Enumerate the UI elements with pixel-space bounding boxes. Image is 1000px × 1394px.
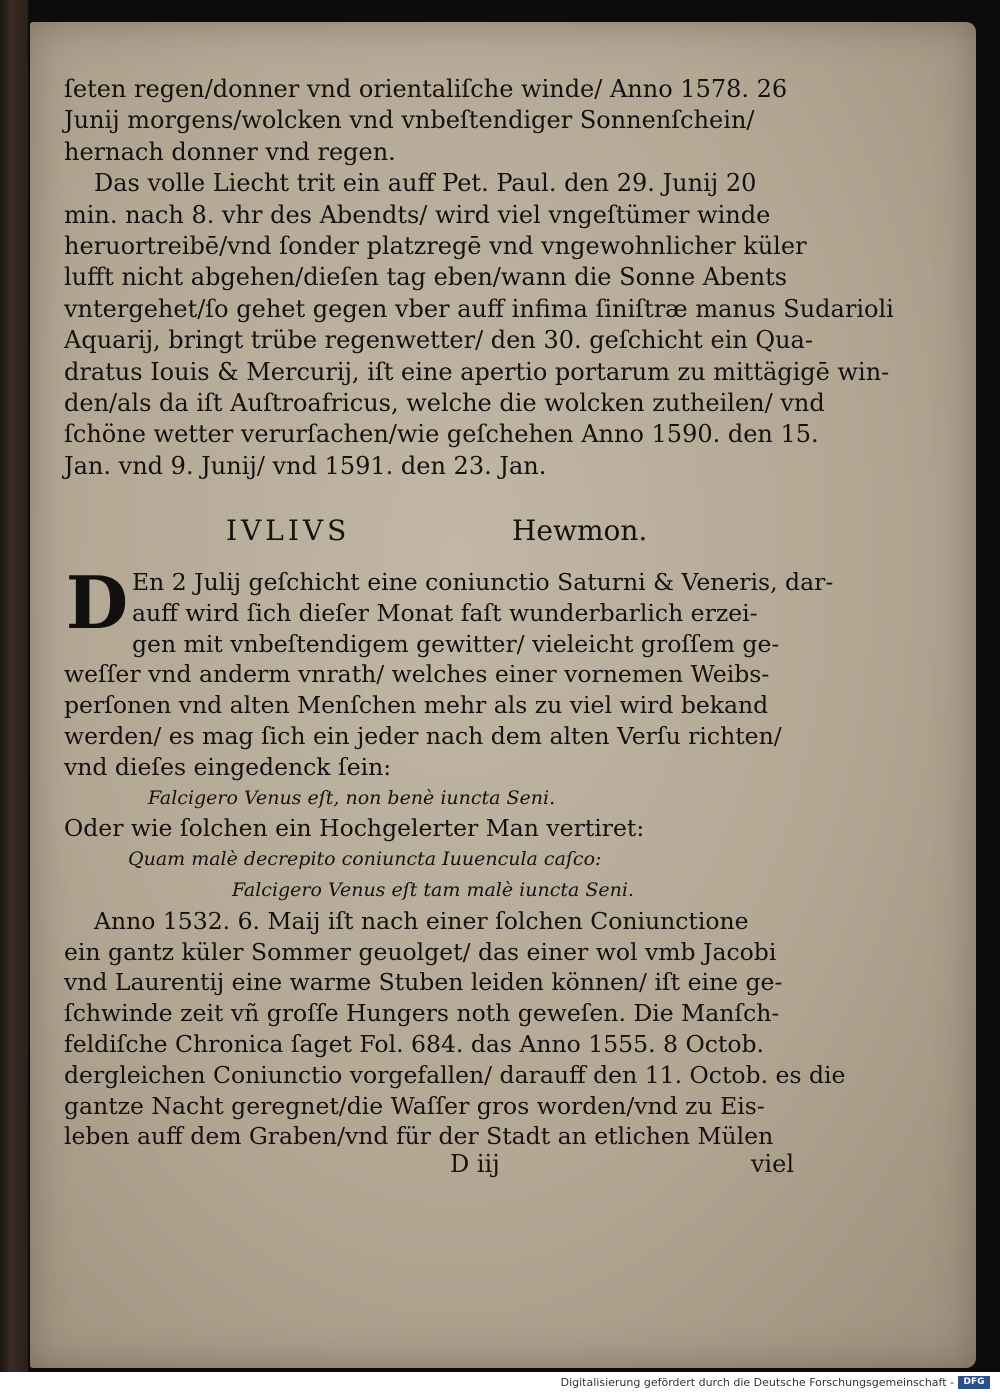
- text-line: feldiſche Chronica ſaget Fol. 684. das Anno 1555. 8 Octob.: [64, 1029, 764, 1058]
- funding-bar: [0, 1372, 1000, 1394]
- verse-line: Quam malè decrepito coniuncta Iuuencula caſco:: [128, 848, 602, 871]
- text-line: ſchöne wetter verurſachen/wie geſchehen Anno 1590. den 15.: [64, 420, 819, 449]
- drop-cap-initial: D: [65, 560, 129, 645]
- text-line: ein gantz küler Sommer geuolget/ das einer wol vmb Jacobi: [64, 937, 777, 966]
- catchword: viel: [750, 1150, 794, 1178]
- text-line: lufft nicht abgehen/dieſen tag eben/wann die Sonne Abents: [64, 263, 788, 292]
- month-body: [64, 560, 846, 1152]
- text-line: den/als da iſt Auſtroafricus, welche die wolcken zutheilen/ vnd: [64, 389, 825, 418]
- dfg-logo-icon: DFG: [958, 1376, 990, 1389]
- text-line: perſonen vnd alten Menſchen mehr als zu viel wird bekand: [64, 691, 769, 720]
- book-page: [30, 22, 976, 1368]
- signature-mark: D iij: [450, 1150, 500, 1178]
- text-line: werden/ es mag ſich ein jeder nach dem alten Verſu richten/: [64, 721, 782, 750]
- funding-notice: Digitalisierung gefördert durch die Deutsche Forschungsgemeinschaft -: [560, 1376, 954, 1389]
- text-line: leben auff dem Graben/vnd für der Stadt an etlichen Mülen: [64, 1122, 774, 1151]
- text-line: auff wird ſich dieſer Monat faſt wunderbarlich erzei-: [132, 598, 758, 627]
- text-line: Aquarij, bringt trübe regenwetter/ den 30. geſchicht ein Qua-: [64, 326, 813, 355]
- text-line: Anno 1532. 6. Maij iſt nach einer ſolchen Coniunctione: [94, 906, 749, 935]
- text-line: En 2 Julij geſchicht eine coniunctio Saturni & Veneris, dar-: [132, 568, 834, 596]
- text-line: gantze Nacht geregnet/die Waſſer gros worden/vnd zu Eis-: [64, 1091, 765, 1120]
- text-line: gen mit vnbeſtendigem gewitter/ vieleicht groſſem ge-: [132, 629, 780, 658]
- text-line: vnd Laurentij eine warme Stuben leiden können/ iſt eine ge-: [64, 968, 783, 997]
- text-line: dratus Iouis & Mercurij, iſt eine apertio portarum zu mittägigē win-: [64, 357, 890, 386]
- text-line: ſchwinde zeit vñ groſſe Hungers noth geweſen. Die Manſch-: [64, 999, 780, 1028]
- text-line: ſeten regen/donner vnd orientaliſche winde/ Anno 1578. 26: [64, 75, 788, 103]
- top-paragraph: [64, 74, 894, 482]
- book-spine-edge: [0, 0, 28, 1394]
- text-line: min. nach 8. vhr des Abendts/ wird viel vngeſtümer winde: [64, 200, 771, 229]
- text-line: vnd dieſes eingedenck ſein:: [64, 752, 392, 781]
- text-line: weſſer vnd anderm vnrath/ welches einer vornemen Weibs-: [64, 660, 770, 689]
- text-line: Junij morgens/wolcken vnd vnbeſtendiger Sonnenſchein/: [64, 106, 755, 135]
- verse-line: Falcigero Venus eſt tam malè iuncta Seni.: [232, 878, 634, 901]
- month-heading: [226, 514, 786, 554]
- text-line: Das volle Liecht trit ein auff Pet. Paul. den 29. Junij 20: [94, 169, 757, 198]
- verse-intro: Oder wie ſolchen ein Hochgelerter Man vertiret:: [64, 814, 645, 843]
- text-line: Jan. vnd 9. Junij/ vnd 1591. den 23. Jan.: [64, 451, 547, 480]
- verse-line: Falcigero Venus eſt, non benè iuncta Seni.: [148, 786, 556, 809]
- text-line: vntergehet/ſo gehet gegen vber auff infima ſiniſtræ manus Sudarioli: [64, 294, 894, 323]
- text-line: heruortreibē/vnd ſonder platzregē vnd vngewohnlicher küler: [64, 232, 807, 261]
- page-footer: [64, 1150, 794, 1184]
- heading-german: Hewmon.: [512, 514, 648, 547]
- text-line: hernach donner vnd regen.: [64, 137, 396, 166]
- text-line: dergleichen Coniunctio vorgefallen/ darauff den 11. Octob. es die: [64, 1060, 846, 1089]
- heading-latin: IVLIVS: [226, 514, 351, 547]
